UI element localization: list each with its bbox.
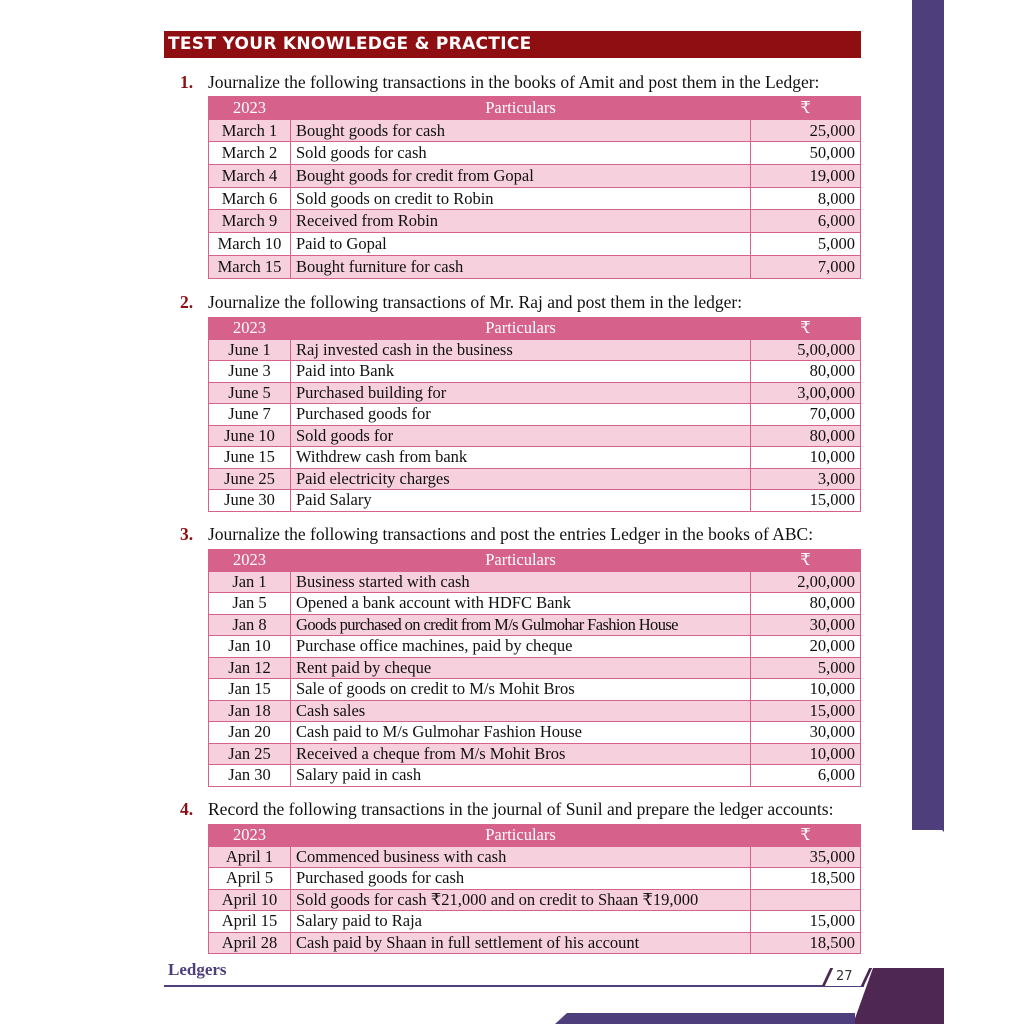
date-cell: Jan 18 xyxy=(209,700,291,722)
date-cell: June 15 xyxy=(209,447,291,469)
table-row xyxy=(209,210,861,233)
date-cell: June 25 xyxy=(209,468,291,490)
particulars-cell: Salary paid in cash xyxy=(291,765,751,787)
amount-cell: 18,500 xyxy=(751,868,861,890)
particulars-cell: Business started with cash xyxy=(291,571,751,593)
particulars-cell: Cash paid by Shaan in full settlement of his account xyxy=(291,932,751,954)
question-number: 2. xyxy=(180,292,194,312)
table-row xyxy=(209,679,861,701)
date-cell: April 28 xyxy=(209,932,291,954)
particulars-cell: Purchase office machines, paid by cheque xyxy=(291,636,751,658)
date-cell: June 1 xyxy=(209,339,291,361)
date-cell: Jan 12 xyxy=(209,657,291,679)
date-cell: March 4 xyxy=(209,165,291,188)
date-cell: June 3 xyxy=(209,361,291,383)
date-cell: Jan 20 xyxy=(209,722,291,744)
year-header: 2023 xyxy=(209,97,291,120)
particulars-cell: Bought goods for cash xyxy=(291,119,751,142)
question-number: 1. xyxy=(180,72,194,92)
year-header: 2023 xyxy=(209,318,291,340)
date-cell: June 7 xyxy=(209,404,291,426)
amount-cell: 3,000 xyxy=(751,468,861,490)
amount-cell: 18,500 xyxy=(751,932,861,954)
date-cell: Jan 10 xyxy=(209,636,291,658)
particulars-cell: Sold goods for cash ₹21,000 and on credit to Shaan ₹19,000 xyxy=(291,889,751,911)
particulars-cell: Goods purchased on credit from M/s Gulmohar Fashion House xyxy=(291,614,751,636)
particulars-header: Particulars xyxy=(291,825,751,847)
particulars-cell: Paid into Bank xyxy=(291,361,751,383)
particulars-cell: Received a cheque from M/s Mohit Bros xyxy=(291,743,751,765)
table-row xyxy=(209,468,861,490)
year-header: 2023 xyxy=(209,550,291,572)
table-row xyxy=(209,447,861,469)
side-decoration-tip xyxy=(912,800,944,832)
date-cell: March 6 xyxy=(209,187,291,210)
question-text: Journalize the following transactions in the books of Amit and post them in the Ledger: xyxy=(208,72,820,92)
particulars-header: Particulars xyxy=(291,97,751,120)
amount-header: ₹ xyxy=(751,318,861,340)
page-number: 27 xyxy=(836,969,853,984)
amount-cell: 6,000 xyxy=(751,210,861,233)
particulars-cell: Raj invested cash in the business xyxy=(291,339,751,361)
date-cell: April 15 xyxy=(209,911,291,933)
amount-cell: 30,000 xyxy=(751,722,861,744)
transactions-table-1 xyxy=(208,96,861,279)
particulars-cell: Commenced business with cash xyxy=(291,846,751,868)
date-cell: April 10 xyxy=(209,889,291,911)
particulars-cell: Sold goods for cash xyxy=(291,142,751,165)
amount-cell: 15,000 xyxy=(751,490,861,512)
footer-chapter-label: Ledgers xyxy=(168,960,227,979)
question-number: 3. xyxy=(180,524,194,544)
transactions-table-2 xyxy=(208,317,861,512)
table-header-row xyxy=(209,550,861,572)
table-row xyxy=(209,361,861,383)
table-row xyxy=(209,911,861,933)
table-row xyxy=(209,165,861,188)
table-row xyxy=(209,339,861,361)
amount-cell: 10,000 xyxy=(751,679,861,701)
amount-cell: 80,000 xyxy=(751,425,861,447)
table-row xyxy=(209,404,861,426)
amount-cell xyxy=(751,889,861,911)
question-3 xyxy=(180,524,813,545)
table-row xyxy=(209,700,861,722)
amount-cell: 5,000 xyxy=(751,233,861,256)
amount-cell: 7,000 xyxy=(751,255,861,278)
date-cell: Jan 25 xyxy=(209,743,291,765)
date-cell: March 15 xyxy=(209,255,291,278)
table-row xyxy=(209,765,861,787)
date-cell: March 1 xyxy=(209,119,291,142)
amount-cell: 19,000 xyxy=(751,165,861,188)
amount-cell: 20,000 xyxy=(751,636,861,658)
transactions-table-4 xyxy=(208,824,861,954)
side-decoration-bar xyxy=(912,0,944,830)
amount-cell: 50,000 xyxy=(751,142,861,165)
question-text: Journalize the following transactions and post the entries Ledger in the books of ABC: xyxy=(208,524,814,544)
particulars-cell: Cash sales xyxy=(291,700,751,722)
amount-cell: 15,000 xyxy=(751,911,861,933)
table-row xyxy=(209,571,861,593)
particulars-cell: Paid to Gopal xyxy=(291,233,751,256)
table-row xyxy=(209,142,861,165)
table-header-row xyxy=(209,825,861,847)
date-cell: Jan 5 xyxy=(209,593,291,615)
table-header-row xyxy=(209,97,861,120)
date-cell: Jan 15 xyxy=(209,679,291,701)
date-cell: March 9 xyxy=(209,210,291,233)
question-2 xyxy=(180,292,742,313)
particulars-cell: Paid electricity charges xyxy=(291,468,751,490)
table-header-row xyxy=(209,318,861,340)
amount-cell: 2,00,000 xyxy=(751,571,861,593)
amount-cell: 80,000 xyxy=(751,361,861,383)
table-row xyxy=(209,636,861,658)
particulars-cell: Salary paid to Raja xyxy=(291,911,751,933)
particulars-cell: Bought furniture for cash xyxy=(291,255,751,278)
date-cell: Jan 30 xyxy=(209,765,291,787)
table-row xyxy=(209,490,861,512)
table-row xyxy=(209,119,861,142)
table-row xyxy=(209,187,861,210)
amount-cell: 70,000 xyxy=(751,404,861,426)
table-row xyxy=(209,743,861,765)
amount-cell: 10,000 xyxy=(751,743,861,765)
amount-cell: 8,000 xyxy=(751,187,861,210)
table-row xyxy=(209,889,861,911)
table-row xyxy=(209,614,861,636)
particulars-cell: Opened a bank account with HDFC Bank xyxy=(291,593,751,615)
amount-cell: 5,00,000 xyxy=(751,339,861,361)
amount-cell: 15,000 xyxy=(751,700,861,722)
date-cell: April 1 xyxy=(209,846,291,868)
amount-header: ₹ xyxy=(751,97,861,120)
particulars-cell: Withdrew cash from bank xyxy=(291,447,751,469)
table-row xyxy=(209,255,861,278)
date-cell: June 5 xyxy=(209,382,291,404)
date-cell: April 5 xyxy=(209,868,291,890)
particulars-header: Particulars xyxy=(291,550,751,572)
amount-cell: 35,000 xyxy=(751,846,861,868)
bottom-decoration-band xyxy=(555,1013,855,1024)
amount-cell: 6,000 xyxy=(751,765,861,787)
amount-header: ₹ xyxy=(751,825,861,847)
table-row xyxy=(209,722,861,744)
table-row xyxy=(209,425,861,447)
particulars-cell: Rent paid by cheque xyxy=(291,657,751,679)
amount-cell: 80,000 xyxy=(751,593,861,615)
particulars-cell: Paid Salary xyxy=(291,490,751,512)
table-row xyxy=(209,382,861,404)
date-cell: March 10 xyxy=(209,233,291,256)
amount-cell: 30,000 xyxy=(751,614,861,636)
transactions-table-3 xyxy=(208,549,861,787)
section-title: TEST YOUR KNOWLEDGE & PRACTICE xyxy=(168,34,532,54)
table-row xyxy=(209,868,861,890)
amount-cell: 5,000 xyxy=(751,657,861,679)
particulars-cell: Sold goods on credit to Robin xyxy=(291,187,751,210)
date-cell: June 10 xyxy=(209,425,291,447)
table-row xyxy=(209,657,861,679)
question-1 xyxy=(180,72,819,93)
year-header: 2023 xyxy=(209,825,291,847)
table-row xyxy=(209,846,861,868)
question-4 xyxy=(180,799,833,820)
particulars-cell: Sale of goods on credit to M/s Mohit Bros xyxy=(291,679,751,701)
table-row xyxy=(209,932,861,954)
table-row xyxy=(209,593,861,615)
date-cell: Jan 8 xyxy=(209,614,291,636)
question-number: 4. xyxy=(180,799,194,819)
question-text: Record the following transactions in the journal of Sunil and prepare the ledger accounts: xyxy=(208,799,834,819)
particulars-header: Particulars xyxy=(291,318,751,340)
date-cell: Jan 1 xyxy=(209,571,291,593)
particulars-cell: Cash paid to M/s Gulmohar Fashion House xyxy=(291,722,751,744)
amount-cell: 3,00,000 xyxy=(751,382,861,404)
particulars-cell: Received from Robin xyxy=(291,210,751,233)
particulars-cell: Sold goods for xyxy=(291,425,751,447)
particulars-cell: Bought goods for credit from Gopal xyxy=(291,165,751,188)
table-row xyxy=(209,233,861,256)
particulars-cell: Purchased building for xyxy=(291,382,751,404)
date-cell: March 2 xyxy=(209,142,291,165)
amount-cell: 25,000 xyxy=(751,119,861,142)
particulars-cell: Purchased goods for cash xyxy=(291,868,751,890)
question-text: Journalize the following transactions of Mr. Raj and post them in the ledger: xyxy=(208,292,743,312)
amount-header: ₹ xyxy=(751,550,861,572)
date-cell: June 30 xyxy=(209,490,291,512)
particulars-cell: Purchased goods for xyxy=(291,404,751,426)
footer-rule xyxy=(164,985,864,987)
amount-cell: 10,000 xyxy=(751,447,861,469)
